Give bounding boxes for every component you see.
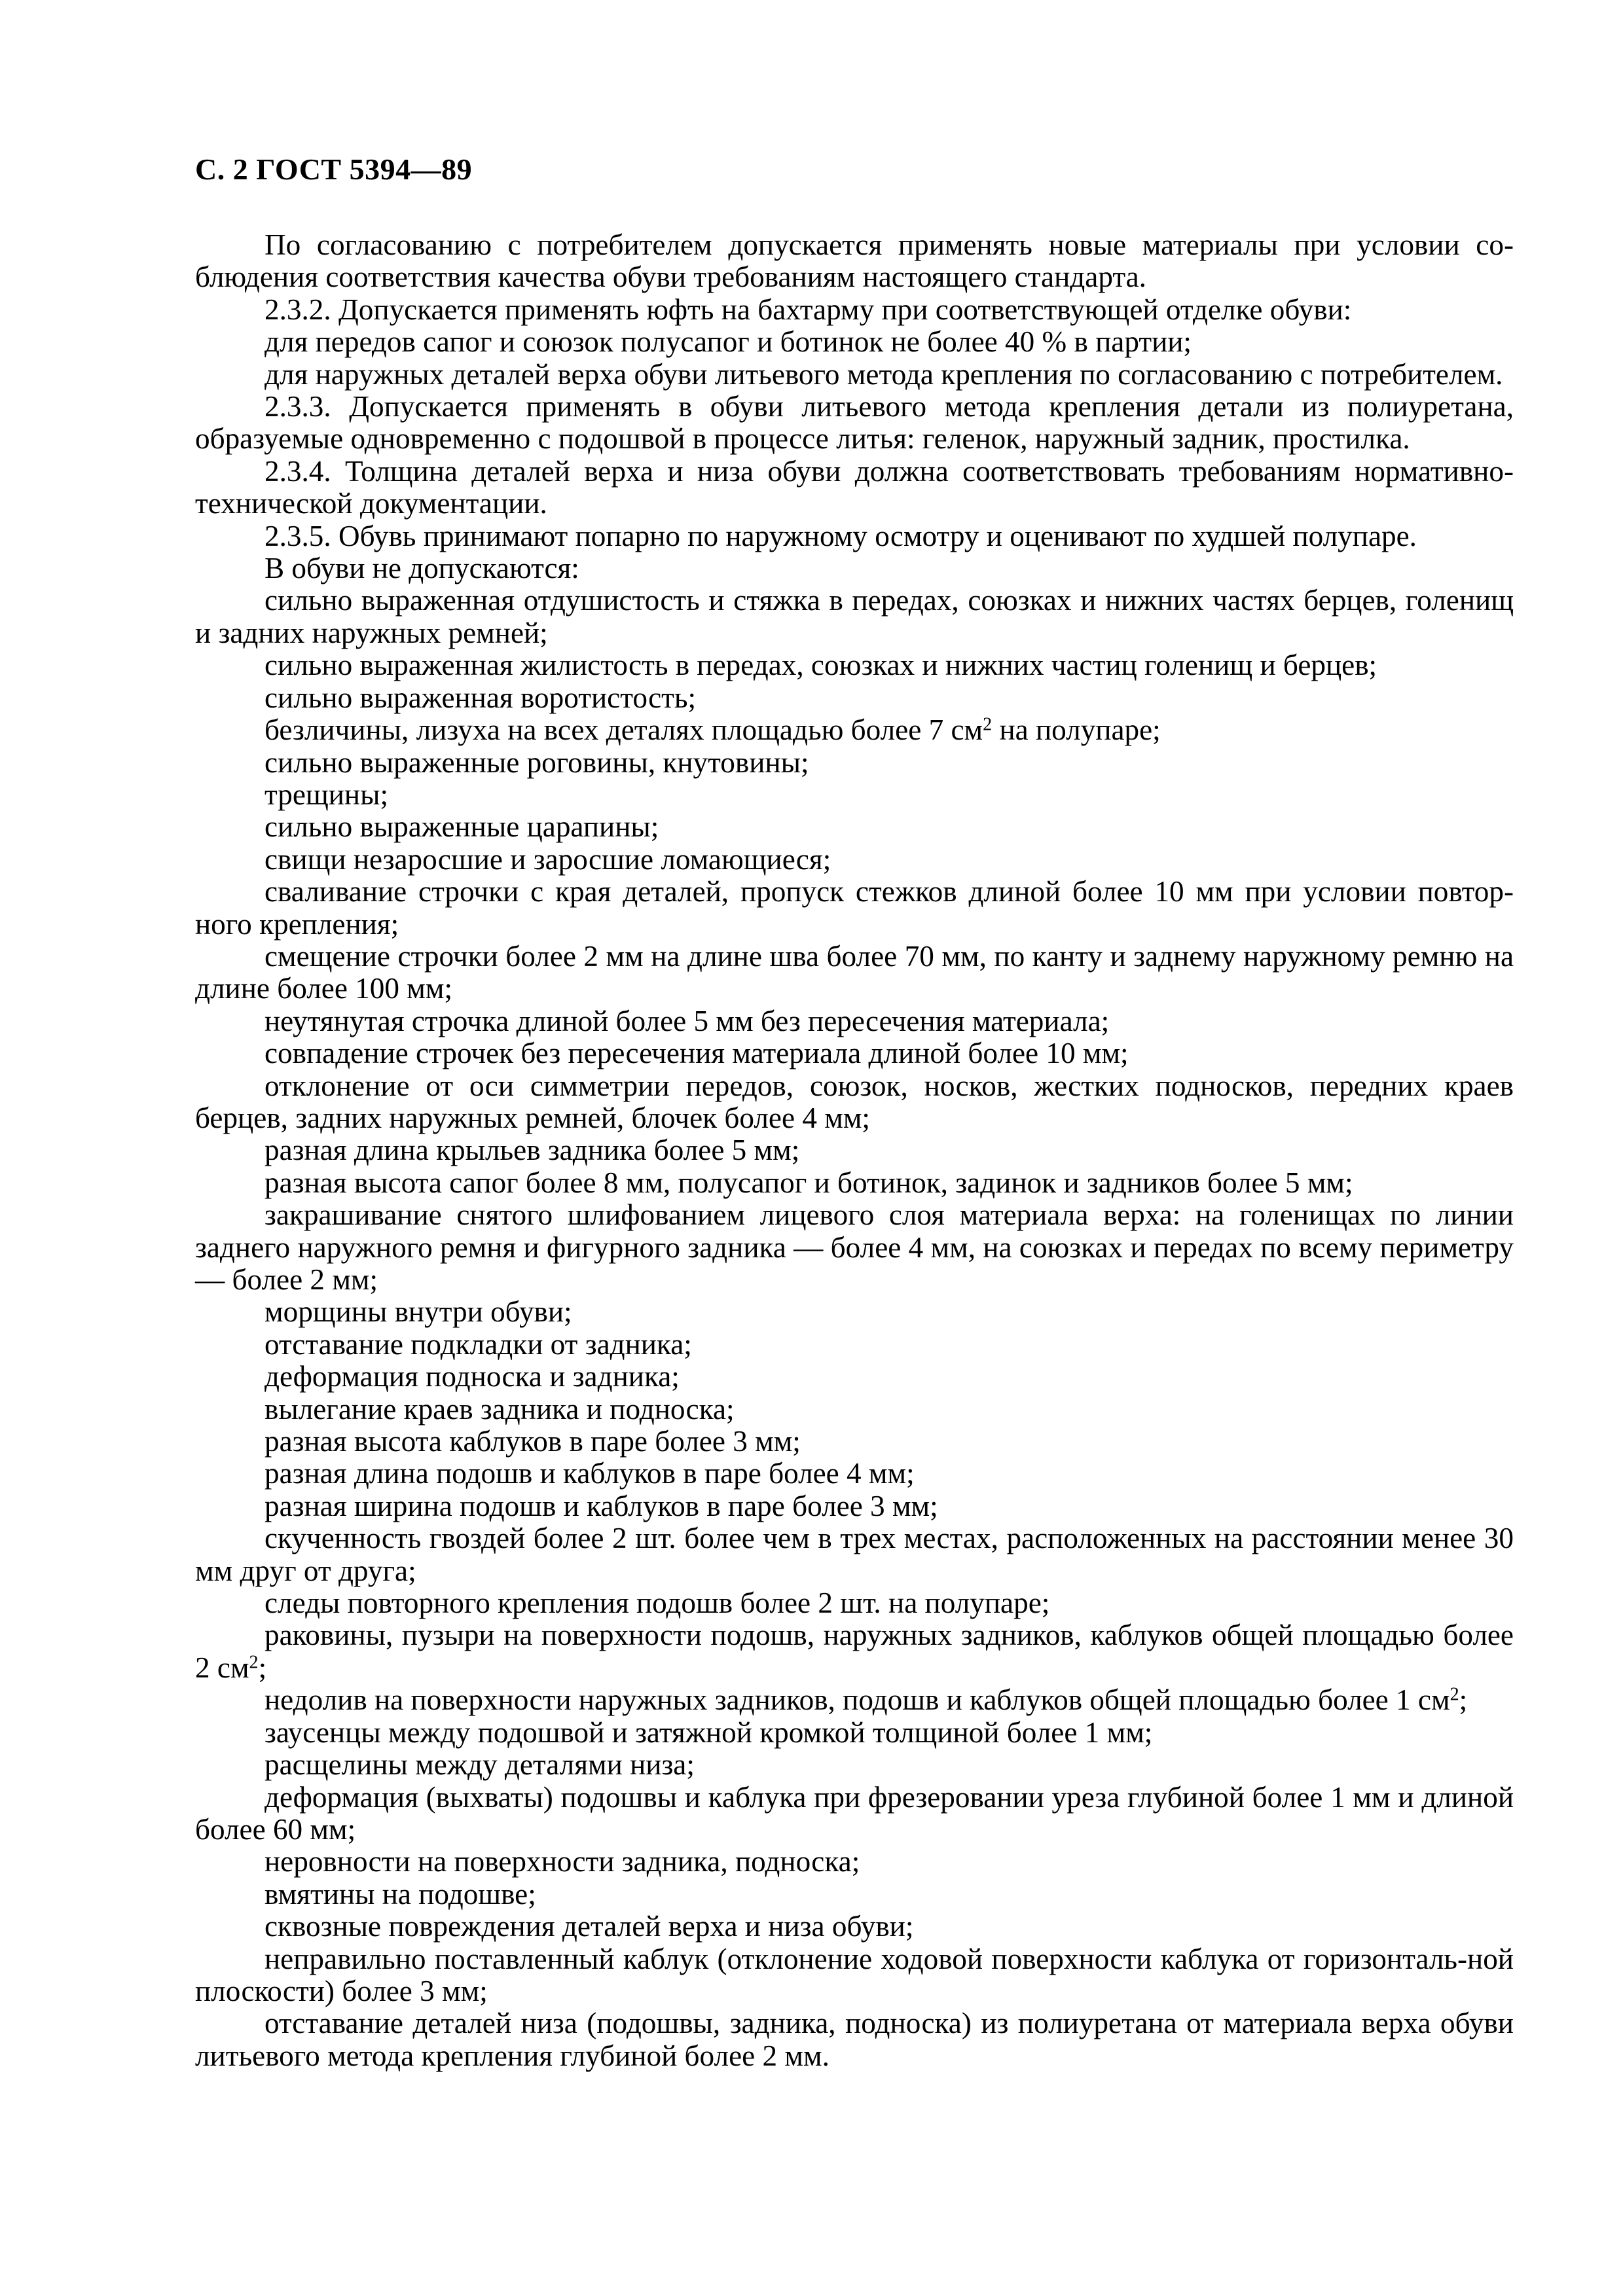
paragraph: разная высота сапог более 8 мм, полусапог и ботинок, задинок и задников более 5 мм; [264, 1166, 1353, 1199]
paragraph: сквозные повреждения деталей верха и низа обуви; [264, 1910, 914, 1943]
paragraph: деформация (выхваты) подошвы и каблука при фрезеровании уреза глубиной более 1 мм и длиной более 60 мм; [195, 1780, 1514, 1846]
paragraph: следы повторного крепления подошв более 2 шт. на полупаре; [264, 1587, 1050, 1620]
document-body [195, 229, 1514, 2072]
paragraph: В обуви не допускаются: [264, 552, 579, 585]
paragraph: неправильно поставленный каблук (отклонение ходовой поверхности каблука от горизонталь-ной плоскости) более 3 мм; [195, 1942, 1514, 2007]
paragraph-text: ; [258, 1651, 267, 1684]
paragraph: вмятины на подошве; [264, 1877, 536, 1910]
paragraph-text: безличины, лизуха на всех деталях площадью более 7 см [264, 713, 983, 747]
paragraph: деформация подноска и задника; [264, 1360, 680, 1393]
standard-designation: ГОСТ 5394—89 [256, 152, 473, 186]
paragraph: заусенцы между подошвой и затяжной кромкой толщиной более 1 мм; [264, 1715, 1153, 1749]
paragraph: По согласованию с потребителем допускается применять новые материалы при условии со-блюдения соответствия качества обуви требованиям настоящего стандарта. [195, 228, 1514, 294]
paragraph: 2.3.2. Допускается применять юфть на бахтарму при соответствующей отделке обуви: [264, 293, 1352, 326]
paragraph: трещины; [264, 778, 389, 811]
paragraph: сильно выраженная жилистость в передах, союзках и нижних частиц голенищ и берцев; [264, 649, 1377, 682]
paragraph [195, 714, 1514, 746]
paragraph-text: раковины, пузыри на поверхности подошв, наружных задников, каблуков общей площадью более 2 см [195, 1619, 1514, 1684]
paragraph: неровности на поверхности задника, подноска; [264, 1845, 860, 1878]
superscript: 2 [983, 714, 993, 735]
paragraph: сильно выраженные роговины, кнутовины; [264, 745, 809, 779]
paragraph: смещение строчки более 2 мм на длине шва более 70 мм, по канту и заднему наружному ремню на длине более 100 мм; [195, 939, 1514, 1005]
paragraph-text: ; [1459, 1683, 1468, 1717]
paragraph: скученность гвоздей более 2 шт. более чем в трех местах, расположенных на расстоянии менее 30 мм друг от друга; [195, 1522, 1514, 1587]
paragraph: неутянутая строчка длиной более 5 мм без пересечения материала; [264, 1004, 1110, 1037]
paragraph: сваливание строчки с края деталей, пропуск стежков длиной более 10 мм при условии повтор-ного крепления; [195, 875, 1514, 941]
paragraph: 2.3.4. Толщина деталей верха и низа обуви должна соответствовать требованиям нормативно-технической документации. [195, 454, 1514, 520]
paragraph: закрашивание снятого шлифованием лицевого слоя материала верха: на голенищах по линии заднего наружного ремня и фигурного задника — более 4 мм, на союзках и передах по всему периметру — более 2 мм; [195, 1198, 1514, 1296]
superscript: 2 [249, 1652, 259, 1673]
paragraph: 2.3.3. Допускается применять в обуви литьевого метода крепления детали из полиуретана, образуемые одновременно с подошвой в процессе литья: геленок, наружный задник, простилка. [195, 390, 1514, 456]
paragraph [195, 1684, 1514, 1716]
paragraph: отклонение от оси симметрии передов, союзок, носков, жестких подносков, передних краев берцев, задних наружных ремней, блочек более 4 мм; [195, 1069, 1514, 1134]
paragraph [195, 1619, 1514, 1684]
paragraph: для передов сапог и союзок полусапог и ботинок не более 40 % в партии; [264, 325, 1192, 359]
paragraph: отставание деталей низа (подошвы, задника, подноска) из полиуретана от материала верха обуви литьевого метода крепления глубиной более 2 мм. [195, 2007, 1514, 2072]
paragraph: сильно выраженные царапины; [264, 810, 659, 844]
page-header [195, 152, 472, 187]
paragraph: сильно выраженная воротистость; [264, 681, 697, 714]
paragraph: сильно выраженная отдушистость и стяжка в передах, союзках и нижних частях берцев, голенищ и задних наружных ремней; [195, 584, 1514, 649]
paragraph-text: недолив на поверхности наружных задников, подошв и каблуков общей площадью более 1 см [264, 1683, 1450, 1717]
paragraph: свищи незаросшие и заросшие ломающиеся; [264, 842, 831, 876]
paragraph: разная ширина подошв и каблуков в паре более 3 мм; [264, 1489, 938, 1522]
paragraph-text: на полупаре; [992, 713, 1161, 747]
paragraph: расщелины между деталями низа; [264, 1748, 695, 1782]
paragraph: для наружных деталей верха обуви литьевого метода крепления по согласованию с потребителем. [264, 357, 1503, 391]
paragraph: морщины внутри обуви; [264, 1295, 572, 1329]
paragraph: 2.3.5. Обувь принимают попарно по наружному осмотру и оценивают по худшей полупаре. [264, 519, 1417, 552]
paragraph: совпадение строчек без пересечения материала длиной более 10 мм; [264, 1037, 1129, 1070]
paragraph: разная длина подошв и каблуков в паре более 4 мм; [264, 1457, 915, 1490]
paragraph: разная длина крыльев задника более 5 мм; [264, 1134, 800, 1167]
paragraph: разная высота каблуков в паре более 3 мм; [264, 1425, 801, 1458]
page-number: С. 2 [195, 152, 249, 186]
paragraph: отставание подкладки от задника; [264, 1327, 692, 1361]
paragraph: вылегание краев задника и подноска; [264, 1392, 735, 1426]
superscript: 2 [1450, 1684, 1459, 1705]
